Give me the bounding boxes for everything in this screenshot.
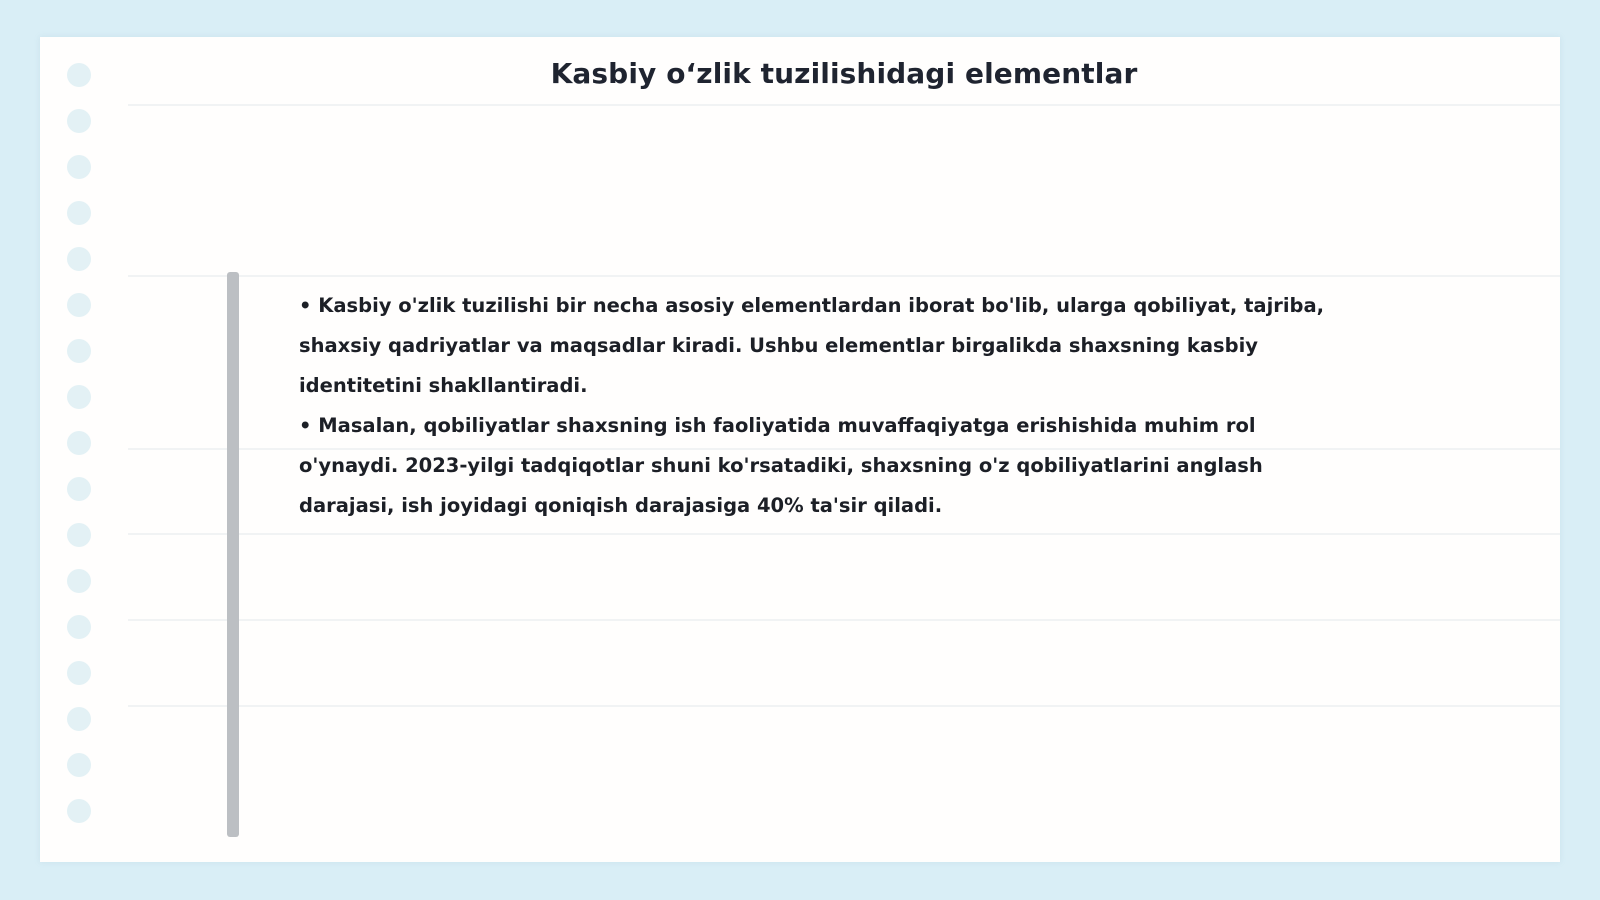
binder-hole (67, 569, 91, 593)
binder-hole (67, 339, 91, 363)
binder-hole (67, 155, 91, 179)
notebook-page (40, 37, 1560, 862)
ruled-line (128, 275, 1560, 277)
binder-hole (67, 799, 91, 823)
binder-hole (67, 615, 91, 639)
binder-hole (67, 201, 91, 225)
ruled-line (128, 533, 1560, 535)
binder-hole (67, 753, 91, 777)
binder-hole (67, 431, 91, 455)
binder-holes (67, 63, 91, 823)
binder-hole (67, 63, 91, 87)
ruled-line (128, 104, 1560, 106)
binder-hole (67, 385, 91, 409)
binder-hole (67, 247, 91, 271)
binder-hole (67, 523, 91, 547)
binder-hole (67, 477, 91, 501)
binder-hole (67, 109, 91, 133)
binder-hole (67, 293, 91, 317)
binder-hole (67, 661, 91, 685)
ruled-line (128, 619, 1560, 621)
ruled-line (128, 705, 1560, 707)
margin-bar (227, 272, 239, 837)
binder-hole (67, 707, 91, 731)
slide-body (299, 286, 1329, 526)
bullet-item: • Masalan, qobiliyatlar shaxsning ish faoliyatida muvaffaqiyatga erishishida muhim rol o'ynaydi. 2023-yilgi tadqiqotlar shuni ko'rsatadiki, shaxsning o'z qobiliyatlarini anglash darajasi, ish joyidagi qoniqish darajasiga 40% ta'sir qiladi. (299, 414, 1263, 517)
slide-title: Kasbiy o‘zlik tuzilishidagi elementlar (550, 57, 1138, 90)
bullet-item: • Kasbiy o'zlik tuzilishi bir necha asosiy elementlardan iborat bo'lib, ularga qobiliyat, tajriba, shaxsiy qadriyatlar va maqsadlar kiradi. Ushbu elementlar birgalikda shaxsning kasbiy identitetini shakllantiradi. (299, 294, 1325, 397)
